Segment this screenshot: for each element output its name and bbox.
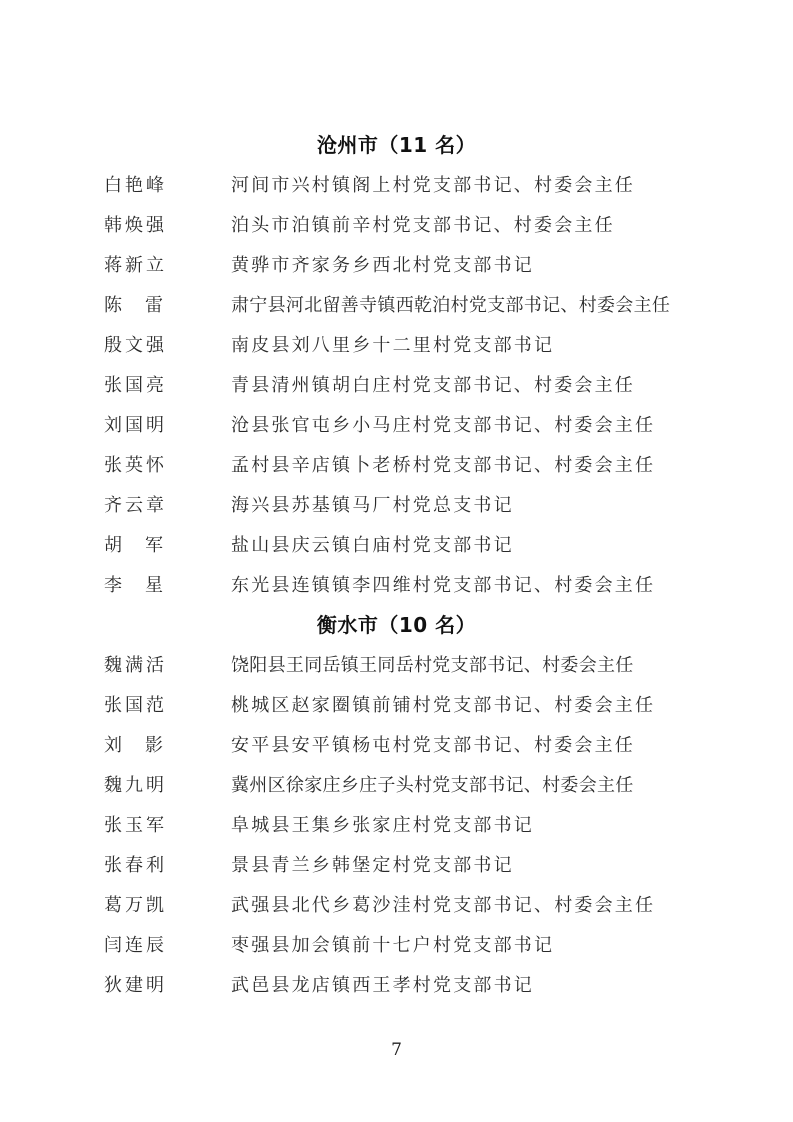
list-item xyxy=(0,291,793,321)
person-name: 殷文强 xyxy=(104,335,167,356)
person-name: 张国亮 xyxy=(104,375,167,396)
person-name: 李星 xyxy=(104,575,186,596)
list-item xyxy=(0,651,793,681)
person-name: 蒋新立 xyxy=(104,255,167,276)
person-title: 桃城区赵家圈镇前铺村党支部书记、村委会主任 xyxy=(231,695,656,716)
list-item xyxy=(0,251,793,281)
person-title: 海兴县苏基镇马厂村党总支书记 xyxy=(231,495,514,516)
person-name: 闫连辰 xyxy=(104,935,167,956)
list-item xyxy=(0,331,793,361)
list-item xyxy=(0,691,793,721)
person-title: 武强县北代乡葛沙洼村党支部书记、村委会主任 xyxy=(231,895,656,916)
person-name: 张英怀 xyxy=(104,455,167,476)
list-item xyxy=(0,571,793,601)
list-item xyxy=(0,171,793,201)
person-name: 魏九明 xyxy=(104,775,167,796)
section-heading-hengshui: 衡水市（10 名） xyxy=(316,613,477,637)
list-item xyxy=(0,411,793,441)
person-title: 阜城县王集乡张家庄村党支部书记 xyxy=(231,815,534,836)
person-name: 胡军 xyxy=(104,535,186,556)
list-item xyxy=(0,371,793,401)
person-title: 东光县连镇镇李四维村党支部书记、村委会主任 xyxy=(231,575,656,596)
person-name: 齐云章 xyxy=(104,495,167,516)
person-name: 刘国明 xyxy=(104,415,167,436)
person-name: 张春利 xyxy=(104,855,167,876)
person-name: 张国范 xyxy=(104,695,167,716)
section-heading-cangzhou: 沧州市（11 名） xyxy=(316,133,477,157)
person-title: 冀州区徐家庄乡庄子头村党支部书记、村委会主任 xyxy=(231,775,634,796)
person-name: 葛万凯 xyxy=(104,895,167,916)
person-title: 安平县安平镇杨屯村党支部书记、村委会主任 xyxy=(231,735,635,756)
person-title: 枣强县加会镇前十七户村党支部书记 xyxy=(231,935,555,956)
list-item xyxy=(0,771,793,801)
person-name: 狄建明 xyxy=(104,975,167,996)
list-item xyxy=(0,851,793,881)
person-title: 沧县张官屯乡小马庄村党支部书记、村委会主任 xyxy=(231,415,656,436)
person-title: 饶阳县王同岳镇王同岳村党支部书记、村委会主任 xyxy=(231,655,634,676)
person-name: 陈雷 xyxy=(104,295,186,316)
person-name: 白艳峰 xyxy=(104,175,167,196)
list-item xyxy=(0,451,793,481)
person-name: 张玉军 xyxy=(104,815,167,836)
person-title: 肃宁县河北留善寺镇西乾泊村党支部书记、村委会主任 xyxy=(231,295,671,316)
person-name: 韩焕强 xyxy=(104,215,167,236)
person-title: 黄骅市齐家务乡西北村党支部书记 xyxy=(231,255,534,276)
list-item xyxy=(0,211,793,241)
person-title: 河间市兴村镇阁上村党支部书记、村委会主任 xyxy=(231,175,635,196)
person-title: 盐山县庆云镇白庙村党支部书记 xyxy=(231,535,514,556)
list-item xyxy=(0,731,793,761)
list-item xyxy=(0,891,793,921)
person-title: 武邑县龙店镇西王孝村党支部书记 xyxy=(231,975,534,996)
list-item xyxy=(0,931,793,961)
person-name: 魏满活 xyxy=(104,655,167,676)
page-number: 7 xyxy=(391,1040,402,1060)
list-item xyxy=(0,971,793,1001)
person-title: 景县青兰乡韩堡定村党支部书记 xyxy=(231,855,514,876)
person-title: 南皮县刘八里乡十二里村党支部书记 xyxy=(231,335,555,356)
person-title: 青县清州镇胡白庄村党支部书记、村委会主任 xyxy=(231,375,635,396)
person-title: 孟村县辛店镇卜老桥村党支部书记、村委会主任 xyxy=(231,455,656,476)
list-item xyxy=(0,811,793,841)
person-name: 刘影 xyxy=(104,735,186,756)
list-item xyxy=(0,491,793,521)
list-item xyxy=(0,531,793,561)
person-title: 泊头市泊镇前辛村党支部书记、村委会主任 xyxy=(231,215,615,236)
